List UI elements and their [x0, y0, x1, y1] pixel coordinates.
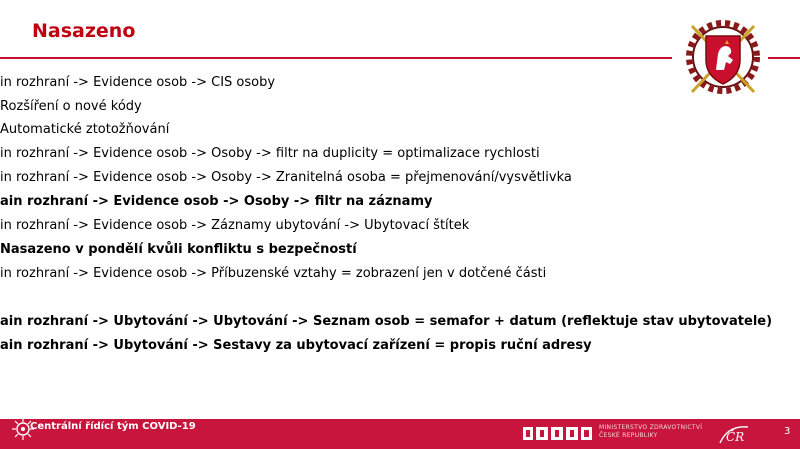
list-item: in rozhraní -> Evidence osob -> Osoby -> filtr na duplicity = optimalizace rychlosti: [0, 146, 540, 161]
list-item: Rozšíření o nové kódy: [0, 99, 142, 114]
list-item: Automatické ztotožňování: [0, 122, 170, 137]
ministry-logo: [718, 423, 750, 445]
uvec-logo: [523, 425, 593, 442]
list-item: in rozhraní -> Evidence osob -> CIS osoby: [0, 75, 276, 90]
page-number: 3: [784, 426, 791, 437]
list-item: ain rozhraní -> Evidence osob -> Osoby -> filtr na záznamy: [0, 194, 433, 209]
title-rule: [0, 57, 672, 59]
slide-title: Nasazeno: [32, 20, 136, 42]
czech-coat-of-arms-icon: [678, 12, 768, 102]
list-item: in rozhraní -> Evidence osob -> Osoby -> Zranitelná osoba = přejmenování/vysvětlivka: [0, 170, 572, 185]
footer-team-name: Centrální řídící tým COVID-19: [30, 421, 196, 432]
list-item: ain rozhraní -> Ubytování -> Sestavy za ubytovací zařízení = propis ruční adresy: [0, 338, 592, 353]
list-item: in rozhraní -> Evidence osob -> Záznamy ubytování -> Ubytovací štítek: [0, 218, 470, 233]
svg-text:ČR: ČR: [726, 430, 745, 444]
ministry-name: MINISTERSTVO ZDRAVOTNICTVÍ ČESKÉ REPUBLIKY: [599, 424, 703, 439]
list-item: in rozhraní -> Evidence osob -> Příbuzenské vztahy = zobrazení jen v dotčené části: [0, 266, 547, 281]
list-item: Nasazeno v pondělí kvůli konfliktu s bezpečností: [0, 242, 357, 257]
list-item: ain rozhraní -> Ubytování -> Ubytování -> Seznam osob = semafor + datum (reflektuje stav ubytovatele): [0, 314, 773, 329]
title-rule-right: [768, 57, 800, 59]
